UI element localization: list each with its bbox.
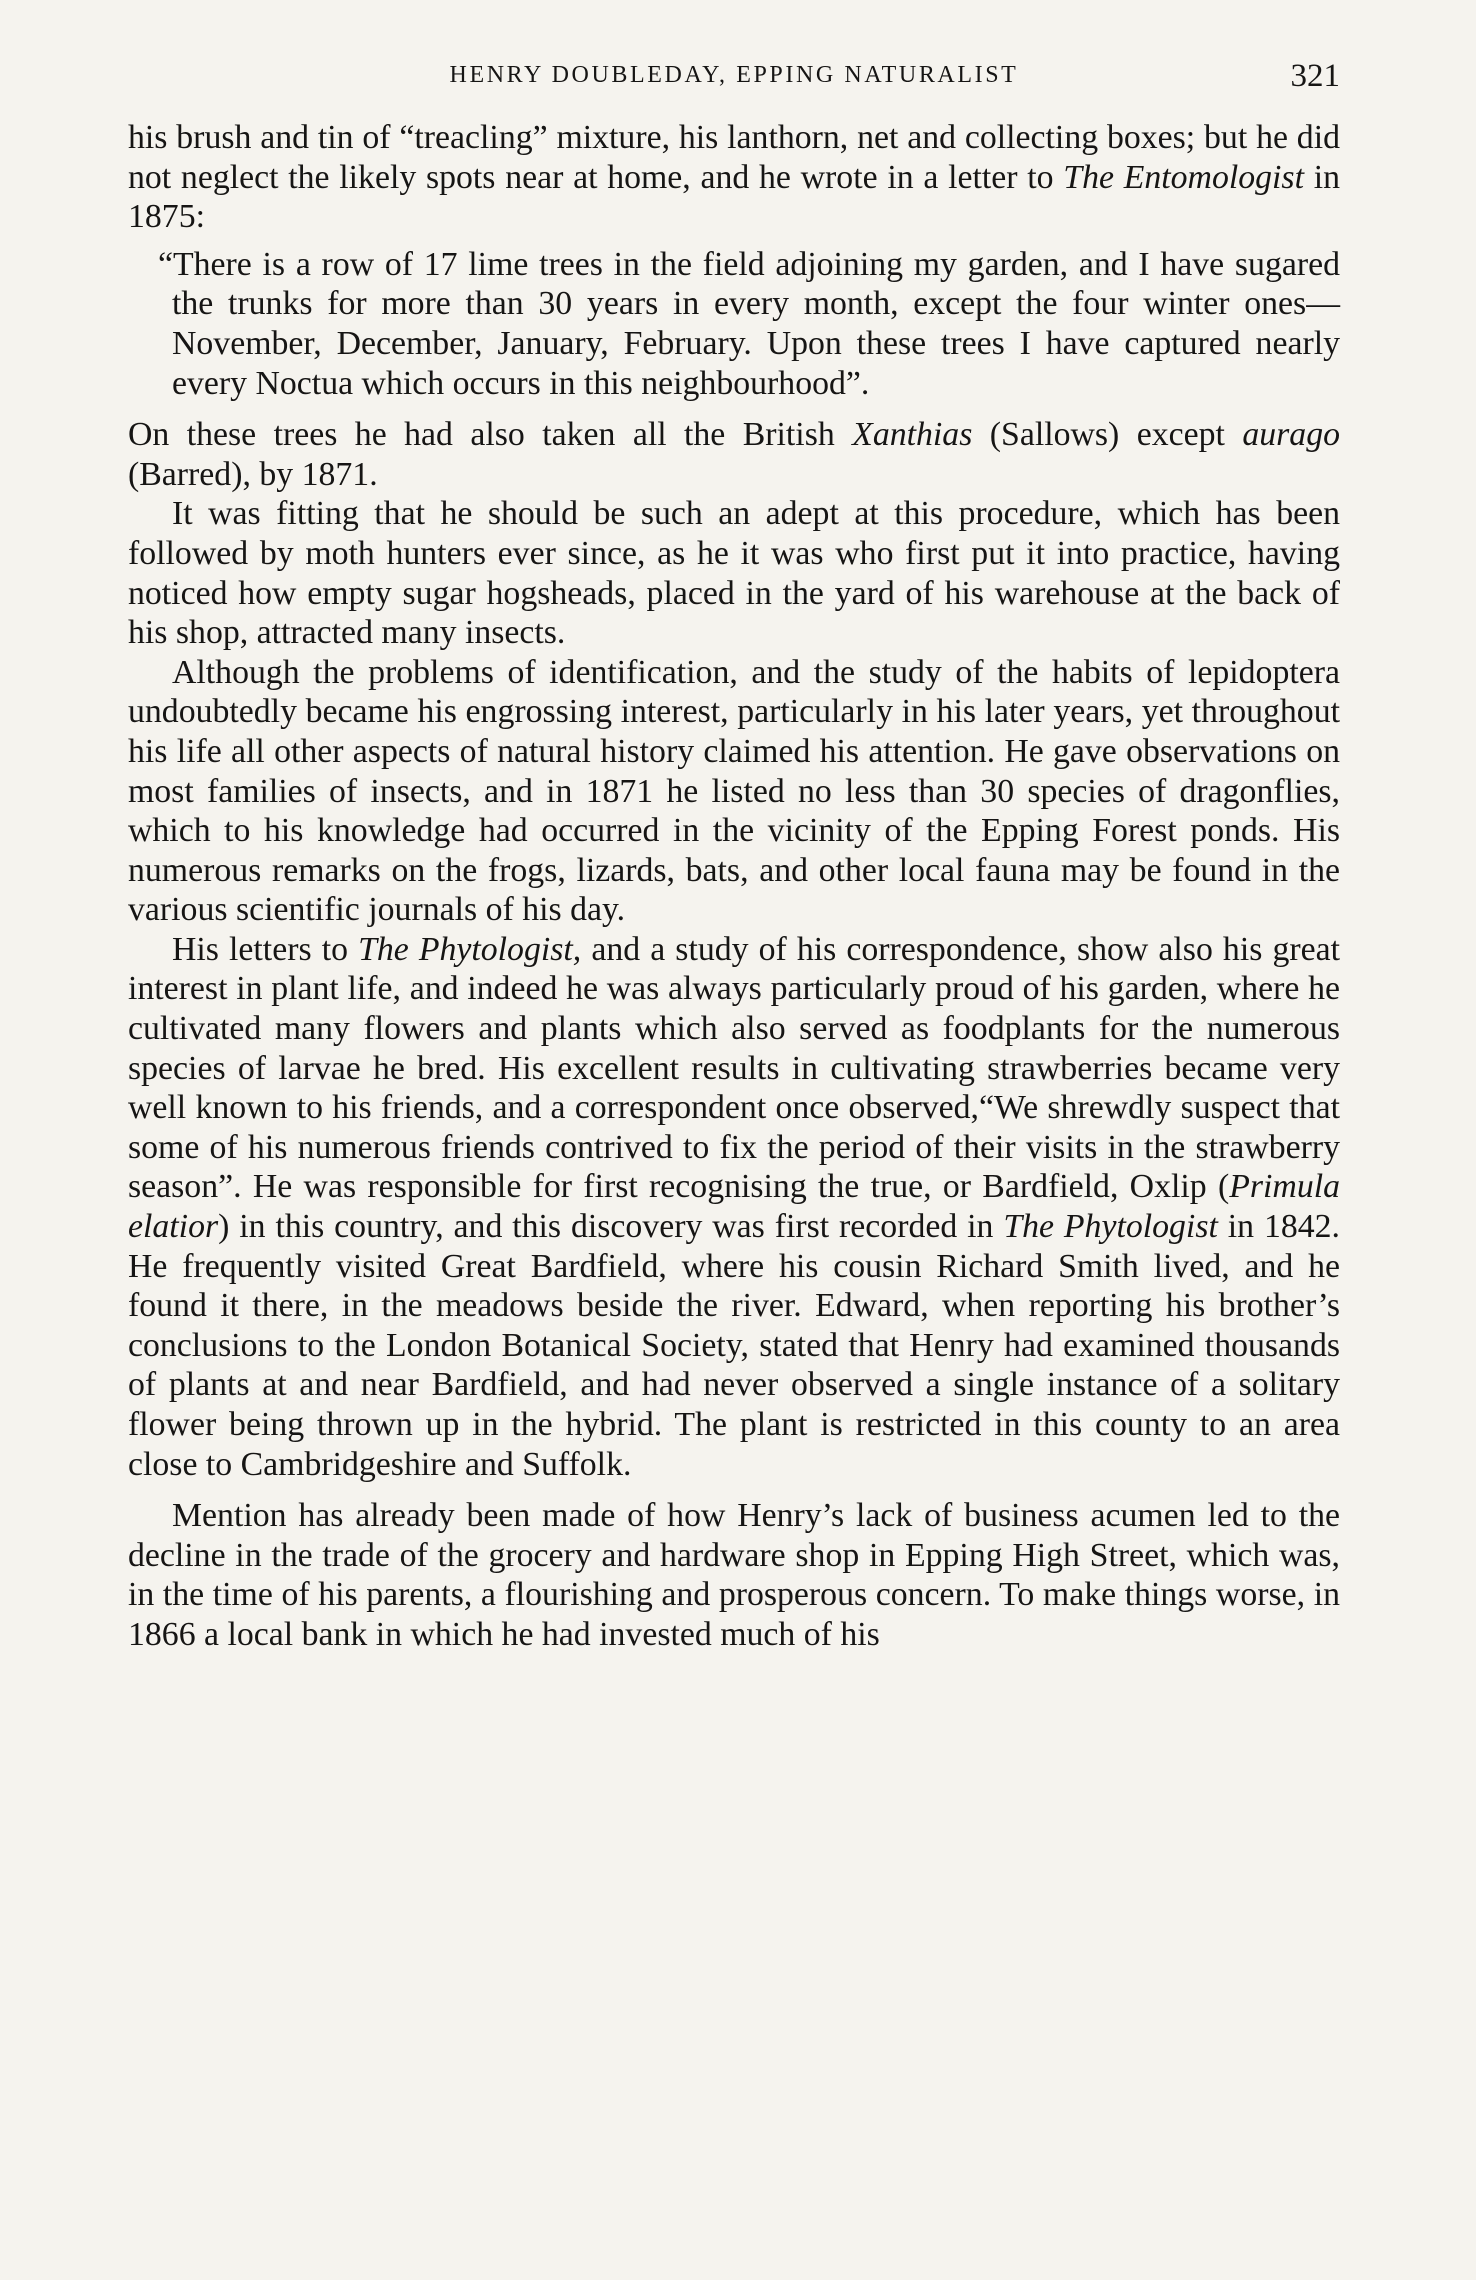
journal-title: The Phytologist	[1003, 1208, 1218, 1246]
paragraph-continued	[128, 118, 1340, 237]
paragraph	[128, 930, 1340, 1484]
text-run: in 1842. He frequently visited Great Bardfield, where his cousin Richard Smith lived, and he found it there, in the meadows beside the river. Edward, when reporting his brother’s conclusions to the London Botanical Society, stated that Henry had examined thousands of plants at and near Bardfield, and had never observed a single instance of a solitary flower being thrown up in the hybrid. The plant is restricted in this county to an area close to Cambridgeshire and Suffolk.	[128, 1208, 1340, 1483]
text-run: ) in this country, and this discovery was first recorded in	[218, 1208, 1004, 1246]
journal-title: The Phytologist,	[358, 930, 582, 968]
text-run: (Sallows) except	[972, 416, 1243, 454]
text-run: and a study of his correspondence, show also his great interest in plant life, and indeed he was always particularly proud of his garden, where he cultivated many flowers and plants which also served as foodplants for the numerous species of larvae he bred. His excellent results in cultivating strawberries became very well known to his friends, and a correspondent once observed,“We shrewdly suspect that some of his numerous friends contrived to fix the period of their visits in the strawberry season”. He was responsible for first recognising the true, or Bardfield, Oxlip (	[128, 930, 1340, 1206]
text-run: (Barred), by 1871.	[128, 455, 378, 493]
page-number: 321	[1290, 58, 1340, 94]
text-run: His letters to	[172, 930, 359, 968]
paragraph: Although the problems of identification, and the study of the habits of lepidoptera undoubtedly became his engrossing interest, particularly in his later years, yet throughout his life all other aspects of natural history claimed his attention. He gave observations on most families of insects, and in 1871 he listed no less than 30 species of dragonflies, which to his knowledge had occurred in the vicinity of the Epping Forest ponds. His numerous remarks on the frogs, lizards, bats, and other local fauna may be found in the various scientific journals of his day.	[128, 653, 1340, 929]
paragraph: Mention has already been made of how Henry’s lack of business acumen led to the decline in the trade of the grocery and hardware shop in Epping High Street, which was, in the time of his parents, a flourishing and prosperous concern. To make things worse, in 1866 a local bank in which he had invested much of his	[128, 1497, 1340, 1653]
body-text	[128, 118, 1340, 1655]
species-name: Primula elatior	[128, 1168, 1340, 1246]
genus-name: Xanthias	[852, 416, 973, 454]
text-run: On these trees he had also taken all the British	[128, 416, 853, 454]
text-run: his brush and tin of “treacling” mixture, his lanthorn, net and collecting boxes; but he did not neglect the likely spots near at home, and he wrote in a letter to	[128, 119, 1340, 196]
running-title: HENRY DOUBLEDAY, EPPING NATURALIST	[449, 62, 1019, 88]
paragraph	[128, 415, 1340, 494]
block-quote: “There is a row of 17 lime trees in the field adjoining my garden, and I have sugared the trunks for more than 30 years in every month, except the four winter ones—November, December, January, February. Upon these trees I have captured nearly every Noctua which occurs in this neighbourhood”.	[158, 245, 1340, 402]
species-name: aurago	[1242, 416, 1340, 454]
journal-title: The Entomologist	[1063, 158, 1304, 196]
text-run: in 1875:	[128, 158, 1340, 236]
paragraph: It was fitting that he should be such an adept at this procedure, which has been followed by moth hunters ever since, as he it was who first put it into practice, having noticed how empty sugar hogsheads, placed in the yard of his warehouse at the back of his shop, attracted many insects.	[128, 495, 1340, 652]
running-head	[128, 58, 1340, 102]
